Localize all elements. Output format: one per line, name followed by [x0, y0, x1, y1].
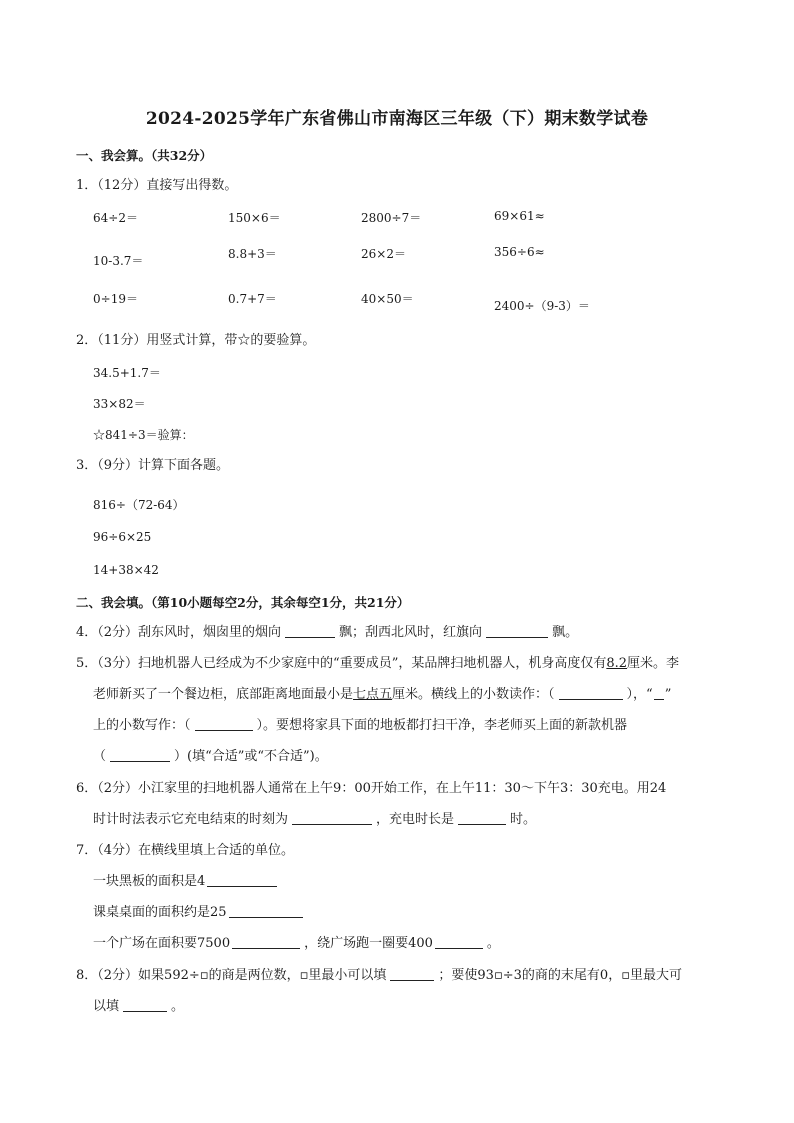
box-icon: ▫: [621, 968, 631, 983]
q5-text: 5．（3分）扫地机器人已经成为不少家庭中的“重要成员”，某品牌扫地机器人，机身高度仅有: [76, 656, 607, 671]
q5-blank-2[interactable]: [195, 716, 253, 731]
question-5-line-1: [76, 648, 679, 679]
question-7-heading: 7．（4分）在横线里填上合适的单位。: [76, 843, 295, 858]
box-icon: ▫: [299, 968, 309, 983]
q8-text: 以填: [93, 999, 120, 1014]
q1-item: 8.8+3＝: [228, 247, 277, 261]
q4-text-a: 4．（2分）刮东风时，烟囱里的烟向: [76, 625, 282, 640]
q7-blank-4[interactable]: [435, 934, 483, 949]
question-5-line-3: [93, 710, 627, 741]
q7-text: 一个广场在面积要7500: [93, 936, 231, 951]
q6-blank-2[interactable]: [458, 810, 506, 825]
q1-item: 64÷2＝: [93, 211, 138, 225]
q1-item: 356÷6≈: [494, 245, 545, 259]
q7-text: ，绕广场跑一圈要400: [304, 936, 433, 951]
section-2-heading: 二、我会填。（第10小题每空2分，其余每空1分，共21分）: [76, 595, 410, 610]
q7-text: 。: [486, 936, 500, 951]
q1-item: 69×61≈: [494, 209, 545, 223]
question-1-heading: 1．（12分）直接写出得数。: [76, 178, 238, 193]
q7-item-a: [93, 866, 281, 897]
q5-short-blank: [654, 685, 664, 700]
question-4: [76, 617, 578, 648]
q5-text: ）(填“合适”或“不合适”)。: [174, 749, 328, 764]
box-icon: ▫: [493, 968, 503, 983]
q8-text: 里最大可: [630, 968, 683, 983]
q5-blank-1[interactable]: [559, 685, 623, 700]
q5-underlined-value: 七点五: [353, 687, 393, 702]
q7-blank-2[interactable]: [229, 903, 303, 918]
q5-text: 厘米。李: [627, 656, 680, 671]
question-5-line-4: [93, 741, 328, 772]
q1-item: 26×2＝: [361, 247, 406, 261]
q5-text: 上的小数写作：（: [93, 718, 191, 733]
q8-blank-1[interactable]: [390, 966, 434, 981]
question-8-line-2: [93, 991, 184, 1022]
q4-text-b: 飘；刮西北风时，红旗向: [339, 625, 483, 640]
q2-item: 33×82＝: [93, 397, 146, 411]
q6-text: 时计时法表示它充电结束的时刻为: [93, 812, 289, 827]
q2-item: ☆841÷3＝验算：: [93, 428, 194, 442]
q1-item: 10-3.7＝: [93, 254, 144, 268]
q1-item: 0÷19＝: [93, 292, 138, 306]
q8-text: 里最小可以填: [308, 968, 387, 983]
question-2-heading: 2．（11分）用竖式计算，带☆的要验算。: [76, 333, 316, 348]
q7-blank-1[interactable]: [207, 872, 277, 887]
question-6-line-1: 6．（2分）小江家里的扫地机器人通常在上午9：00开始工作，在上午11：30～下午3：30充电。用24: [76, 781, 667, 796]
q1-item: 2800÷7＝: [361, 211, 422, 225]
section-1-heading: 一、我会算。（共32分）: [76, 148, 213, 163]
box-icon: ▫: [199, 968, 209, 983]
q8-blank-2[interactable]: [123, 997, 167, 1012]
q5-text: 老师新买了一个餐边柜，底部距离地面最小是: [93, 687, 354, 702]
q4-blank-2[interactable]: [486, 623, 548, 638]
question-8-line-1: [76, 960, 682, 991]
q5-text: ”: [664, 687, 672, 702]
q1-item: 2400÷（9-3）＝: [494, 299, 590, 313]
q4-text-c: 飘。: [552, 625, 579, 640]
q4-blank-1[interactable]: [285, 623, 335, 638]
question-6-line-2: [93, 804, 536, 835]
q1-item: 150×6＝: [228, 211, 281, 225]
q8-text: 。: [171, 999, 185, 1014]
q3-item: 14+38×42: [93, 563, 159, 577]
q7-blank-3[interactable]: [232, 934, 300, 949]
q1-item: 0.7+7＝: [228, 292, 277, 306]
q6-text: ，充电时长是: [376, 812, 455, 827]
exam-title: 2024-2025学年广东省佛山市南海区三年级（下）期末数学试卷: [145, 109, 649, 129]
q5-text: ）。要想将家具下面的地板都打扫干净，李老师买上面的新款机器: [256, 718, 628, 733]
q7-item-b: [93, 897, 307, 928]
question-3-heading: 3．（9分）计算下面各题。: [76, 458, 230, 473]
q1-item: 40×50＝: [361, 292, 414, 306]
q8-text: ÷3的商的末尾有0，: [502, 968, 622, 983]
q5-text: （: [93, 749, 107, 764]
q5-text: ），“: [626, 687, 653, 702]
q8-text: ；要使93: [438, 968, 494, 983]
q5-blank-3[interactable]: [110, 747, 170, 762]
q8-text: 8．（2分）如果592÷: [76, 968, 200, 983]
q3-item: 816÷（72-64）: [93, 498, 185, 512]
q5-text: 厘米。横线上的小数读作：（: [392, 687, 555, 702]
question-5-line-2: [93, 679, 671, 710]
q7-item-c: [93, 928, 500, 959]
q3-item: 96÷6×25: [93, 530, 152, 544]
q8-text: 的商是两位数，: [208, 968, 300, 983]
q6-blank-1[interactable]: [292, 810, 372, 825]
q6-text: 时。: [510, 812, 537, 827]
q7-text: 课桌桌面的面积约是25: [93, 905, 227, 920]
q5-underlined-value: 8.2: [606, 656, 628, 671]
q2-item: 34.5+1.7＝: [93, 366, 161, 380]
q7-text: 一块黑板的面积是4: [93, 874, 206, 889]
